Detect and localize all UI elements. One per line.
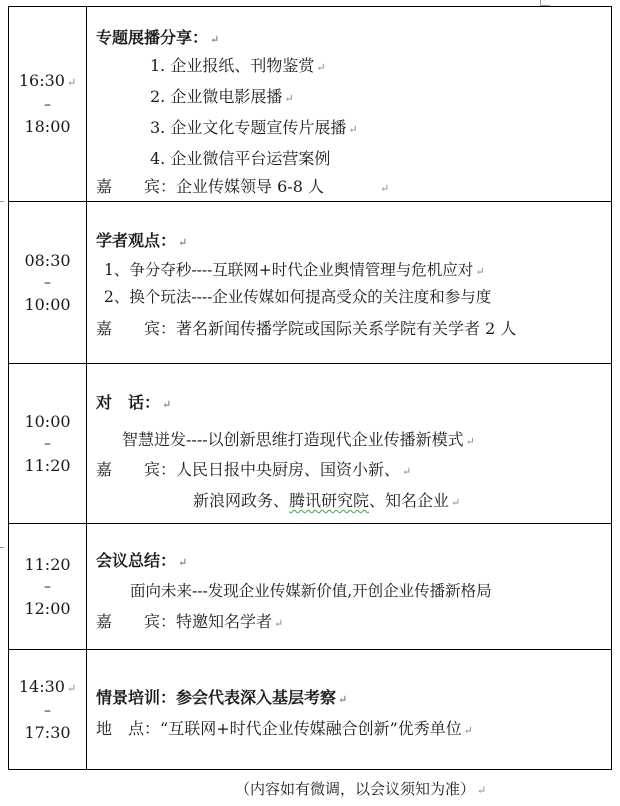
time-cell: 14:30 ↵ – 17:30: [9, 650, 87, 769]
agenda-row-4: [8, 524, 612, 650]
margin-tick: [0, 547, 4, 548]
section-heading: 学者观点： ↵: [96, 231, 188, 250]
time-end: 11:20: [24, 455, 71, 475]
guest-line: 嘉 宾：人民日报中央厨房、国资小新、 ↵: [96, 460, 412, 479]
list-item: 2、换个玩法----企业传媒如何提高受众的关注度和参与度: [104, 288, 492, 306]
time-end: 12:00: [24, 598, 71, 618]
margin-tick: [0, 201, 4, 202]
guest-line: 嘉 宾：著名新闻传播学院或国际关系学院有关学者 2 人: [96, 319, 517, 338]
time-end: 10:00: [24, 294, 71, 314]
topic-line: 智慧迸发----以创新思维打造现代企业传播新模式 ↵: [122, 430, 475, 449]
time-end: 17:30: [24, 722, 71, 742]
time-separator: –: [44, 97, 51, 113]
list-item: 4. 企业微信平台运营案例: [150, 149, 331, 168]
time-separator: –: [44, 274, 51, 291]
footnote: （内容如有微调，以会议须知为准） ↵: [235, 780, 487, 798]
time-cell: [9, 364, 87, 523]
section-heading: 情景培训：参会代表深入基层考察 ↵: [96, 688, 348, 707]
time-separator: –: [44, 435, 51, 452]
section-heading: 对 话： ↵: [96, 393, 172, 412]
list-item: 1、争分夺秒----互联网+时代企业舆情管理与危机应对 ↵: [104, 261, 485, 279]
time-start: 10:00: [24, 411, 71, 431]
agenda-row-5: [8, 650, 612, 770]
list-item: 1. 企业报纸、刊物鉴赏 ↵: [150, 56, 326, 75]
time-separator: –: [44, 702, 51, 719]
time-start: 08:30: [24, 250, 71, 270]
agenda-row-1: [8, 6, 612, 202]
guest-line: 嘉 宾：企业传媒领导 6-8 人 ↵: [96, 177, 390, 196]
topic-line: 面向未来---发现企业传媒新价值,开创企业传播新格局: [130, 582, 492, 600]
location-line: 地 点：“互联网+时代企业传媒融合创新”优秀单位 ↵: [96, 719, 474, 738]
time-cell: 16:30 ↵ – 18:00: [9, 7, 87, 201]
list-item: 2. 企业微电影展播 ↵: [150, 87, 294, 106]
time-cell: [9, 202, 87, 363]
time-start: 14:30: [18, 676, 65, 696]
guest-line: 嘉 宾：特邀知名学者 ↵: [96, 612, 284, 631]
agenda-row-3: [8, 364, 612, 524]
time-separator: –: [44, 578, 51, 595]
guest-line-continued: 新浪网政务、腾讯研究院、知名企业 ↵: [193, 491, 461, 510]
section-heading: 会议总结： ↵: [96, 551, 188, 570]
list-item: 3. 企业文化专题宣传片展播 ↵: [150, 118, 358, 137]
section-heading: 专题展播分享： ↵: [96, 28, 220, 47]
time-end: 18:00: [24, 117, 71, 136]
agenda-row-2: [8, 202, 612, 364]
time-start: 11:20: [24, 554, 71, 574]
time-start: 16:30: [18, 71, 65, 90]
time-cell: [9, 524, 87, 649]
